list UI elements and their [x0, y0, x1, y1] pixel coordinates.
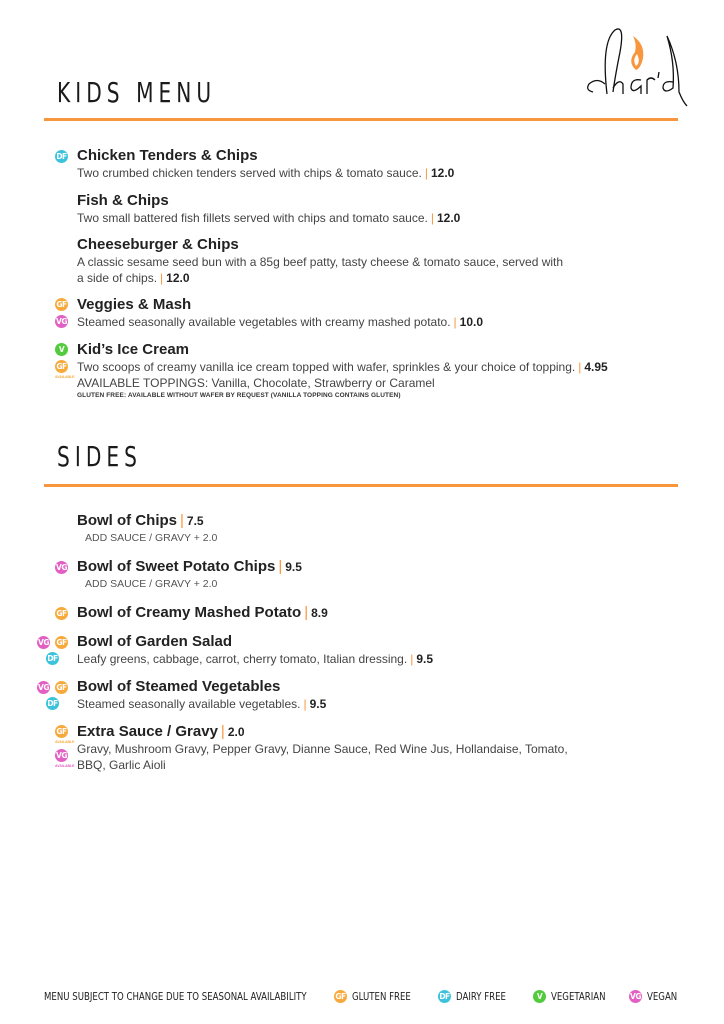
- item-price: 12.0: [166, 271, 190, 285]
- gluten-free-icon: GF: [56, 362, 67, 371]
- item-name: Cheeseburger & Chips: [77, 236, 239, 253]
- item-price: 9.5: [285, 560, 302, 574]
- item-extra: ADD SAUCE / GRAVY + 2.0: [85, 578, 218, 590]
- item-description: Leafy greens, cabbage, carrot, cherry tomato, Italian dressing.: [77, 652, 408, 666]
- legend-vegan: VG VEGAN: [630, 990, 678, 1003]
- item-price: 10.0: [459, 315, 484, 329]
- side-item-extra-sauce: Extra Sauce / Gravy | 2.0 Gravy, Mushroom Gravy, Pepper Gravy, Dianne Sauce, Red Wine Jus, Hollandaise, Tomato, BBQ, Garlic Aioli: [77, 723, 687, 773]
- legend-dairy-free: DF DAIRY FREE: [439, 990, 506, 1003]
- side-item-chips: Bowl of Chips | 7.5 ADD SAUCE / GRAVY + 2.0: [77, 512, 687, 546]
- item-name: Bowl of Garden Salad: [77, 633, 233, 650]
- item-toppings: AVAILABLE TOPPINGS: Vanilla, Chocolate, Strawberry or Caramel: [77, 376, 435, 390]
- available-label: AVAILABLE: [55, 740, 75, 744]
- item-price: 4.95: [584, 360, 608, 374]
- kids-menu-title: KIDS MENU: [57, 76, 217, 109]
- item-name: Bowl of Creamy Mashed Potato: [77, 604, 302, 621]
- legend-gluten-free: GF GLUTEN FREE: [335, 990, 411, 1003]
- gluten-free-icon: GF: [56, 609, 67, 618]
- item-name: Bowl of Sweet Potato Chips: [77, 558, 276, 575]
- item-description: Steamed seasonally available vegetables with creamy mashed potato.: [77, 315, 451, 329]
- item-name: Kid’s Ice Cream: [77, 341, 189, 358]
- item-description: Gravy, Mushroom Gravy, Pepper Gravy, Dianne Sauce, Red Wine Jus, Hollandaise, Tomato,: [77, 742, 568, 756]
- item-description: A classic sesame seed bun with a 85g beef patty, tasty cheese & tomato sauce, served with: [77, 255, 564, 269]
- gluten-free-icon: GF: [335, 992, 346, 1001]
- item-description: Steamed seasonally available vegetables.: [77, 697, 301, 711]
- item-name: Fish & Chips: [77, 192, 169, 209]
- item-price: 7.5: [186, 514, 204, 528]
- gluten-free-icon: GF: [56, 638, 67, 647]
- vegan-icon: VG: [630, 992, 641, 1001]
- dairy-free-icon: DF: [439, 992, 450, 1001]
- side-item-mashed-potato: Bowl of Creamy Mashed Potato | 8.9: [77, 604, 328, 621]
- item-description-line2: BBQ, Garlic Aioli: [77, 758, 166, 772]
- menu-item-kids-ice-cream: Kid’s Ice Cream Two scoops of creamy vanilla ice cream topped with wafer, sprinkles & your choice of topping. | 4.95 AVAILABLE TOPPINGS: Vanilla, Chocolate, Strawberry or Caramel GLUTEN FREE: AVAILABLE WITHOUT WAFER BY REQUEST (VANILLA TOPPING CONTAINS GLUTEN): [77, 341, 687, 401]
- available-label: AVAILABLE: [55, 375, 75, 379]
- kids-menu-divider: [44, 118, 678, 121]
- vegan-icon: VG: [56, 317, 67, 326]
- item-name: Bowl of Steamed Vegetables: [77, 678, 281, 695]
- gluten-free-icon: GF: [56, 727, 67, 736]
- item-price: 9.5: [416, 652, 433, 666]
- dairy-free-icon: DF: [56, 152, 67, 161]
- item-name: Chicken Tenders & Chips: [77, 147, 258, 164]
- side-item-garden-salad: Bowl of Garden Salad Leafy greens, cabbage, carrot, cherry tomato, Italian dressing. | 9.5: [77, 633, 687, 667]
- vegan-icon: VG: [56, 751, 67, 760]
- vegan-icon: VG: [38, 683, 49, 692]
- item-price: 12.0: [430, 166, 455, 180]
- vegetarian-icon: V: [55, 343, 68, 356]
- menu-item-fish-chips: Fish & Chips Two small battered fish fillets served with chips and tomato sauce. | 12.0: [77, 192, 687, 226]
- item-price: 8.9: [311, 606, 328, 620]
- vegan-icon: VG: [56, 563, 67, 572]
- side-item-steamed-vegetables: Bowl of Steamed Vegetables Steamed seasonally available vegetables. | 9.5: [77, 678, 687, 712]
- item-note: GLUTEN FREE: AVAILABLE WITHOUT WAFER BY REQUEST (VANILLA TOPPING CONTAINS GLUTEN): [77, 392, 401, 399]
- side-item-sweet-potato-chips: Bowl of Sweet Potato Chips | 9.5 ADD SAUCE / GRAVY + 2.0: [77, 558, 687, 592]
- item-name: Veggies & Mash: [77, 296, 192, 313]
- item-description-line2: a side of chips.: [77, 271, 158, 285]
- item-description: Two crumbed chicken tenders served with chips & tomato sauce.: [77, 166, 422, 180]
- item-extra: ADD SAUCE / GRAVY + 2.0: [85, 532, 218, 544]
- sides-title: SIDES: [57, 440, 143, 473]
- dairy-free-icon: DF: [47, 654, 58, 663]
- item-price: 2.0: [227, 725, 245, 739]
- item-price: 9.5: [309, 697, 327, 711]
- menu-item-cheeseburger: Cheeseburger & Chips A classic sesame seed bun with a 85g beef patty, tasty cheese & tomato sauce, served with a side of chips. | 12.0: [77, 236, 687, 286]
- item-description: Two scoops of creamy vanilla ice cream topped with wafer, sprinkles & your choice of topping.: [77, 360, 576, 374]
- flame-icon: [631, 36, 643, 70]
- menu-item-chicken-tenders: Chicken Tenders & Chips Two crumbed chicken tenders served with chips & tomato sauce. | 12.0: [77, 147, 687, 181]
- footer: [44, 990, 684, 1006]
- vegan-icon: VG: [38, 638, 49, 647]
- available-label: AVAILABLE: [55, 764, 75, 768]
- vegetarian-icon: V: [533, 990, 546, 1003]
- gluten-free-icon: GF: [56, 300, 67, 309]
- dairy-free-icon: DF: [47, 699, 58, 708]
- chard-logo: [575, 22, 695, 107]
- item-name: Bowl of Chips: [77, 512, 177, 529]
- footer-note: MENU SUBJECT TO CHANGE DUE TO SEASONAL AVAILABILITY: [44, 990, 307, 1003]
- gluten-free-icon: GF: [56, 683, 67, 692]
- sides-divider: [44, 484, 678, 487]
- legend-vegetarian: V VEGETARIAN: [533, 990, 621, 1003]
- menu-item-veggies-mash: Veggies & Mash Steamed seasonally available vegetables with creamy mashed potato. | 10.0: [77, 296, 687, 330]
- item-name: Extra Sauce / Gravy: [77, 723, 218, 740]
- item-description: Two small battered fish fillets served with chips and tomato sauce.: [77, 211, 428, 225]
- item-price: 12.0: [436, 211, 461, 225]
